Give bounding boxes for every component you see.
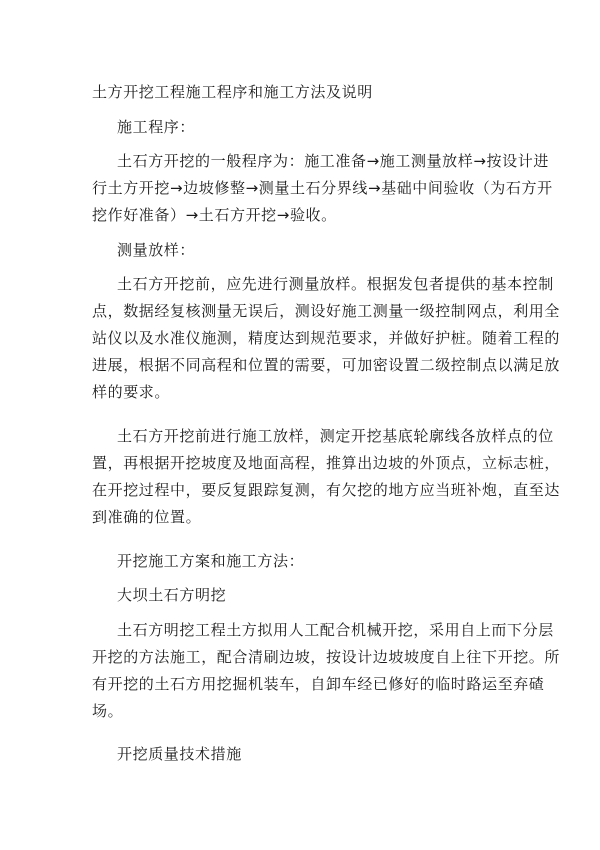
- paragraph-line: 点，数据经复核测量无误后，测设好施工测量一级控制网点，利用全: [92, 302, 561, 320]
- heading-survey: 测量放样：: [117, 241, 196, 259]
- paragraph-line: 土石方开挖前进行施工放样，测定开挖基底轮廓线各放样点的位: [117, 427, 554, 445]
- paragraph-line: 站仪以及水准仪施测，精度达到规范要求，并做好护桩。随着工程的: [92, 329, 561, 347]
- paragraph-line: 样的要求。: [92, 383, 171, 401]
- heading-methods: 开挖施工方案和施工方法：: [117, 552, 305, 570]
- document-title: 土方开挖工程施工程序和施工方法及说明: [92, 83, 373, 101]
- heading-procedure: 施工程序：: [117, 118, 196, 136]
- paragraph-line: 开挖的方法施工，配合清刷边坡，按设计边坡坡度自上往下开挖。所: [92, 648, 561, 666]
- paragraph-line: 在开挖过程中，要反复跟踪复测，有欠挖的地方应当班补炮，直至达: [92, 481, 561, 499]
- paragraph-line: 土石方开挖前，应先进行测量放样。根据发包者提供的基本控制: [117, 275, 554, 293]
- paragraph-line: 土石方明挖工程土方拟用人工配合机械开挖，采用自上而下分层: [117, 621, 554, 639]
- paragraph-line: 置，再根据开挖坡度及地面高程，推算出边坡的外顶点，立标志桩，: [92, 454, 561, 472]
- heading-dam: 大坝土石方明挖: [117, 586, 227, 604]
- paragraph-line: 行土方开挖→边坡修整→测量土石分界线→基础中间验收（为石方开: [92, 179, 553, 197]
- heading-quality: 开挖质量技术措施: [117, 745, 242, 763]
- paragraph-line: 土石方开挖的一般程序为：施工准备→施工测量放样→按设计进: [117, 152, 549, 170]
- paragraph-line: 场。: [92, 702, 124, 720]
- paragraph-line: 有开挖的土石方用挖掘机装车，自卸车经已修好的临时路运至弃碴: [92, 675, 545, 693]
- paragraph-line: 到准确的位置。: [92, 508, 202, 526]
- paragraph-line: 挖作好准备）→土石方开挖→验收。: [92, 206, 337, 224]
- paragraph-line: 进展，根据不同高程和位置的需要，可加密设置二级控制点以满足放: [92, 356, 561, 374]
